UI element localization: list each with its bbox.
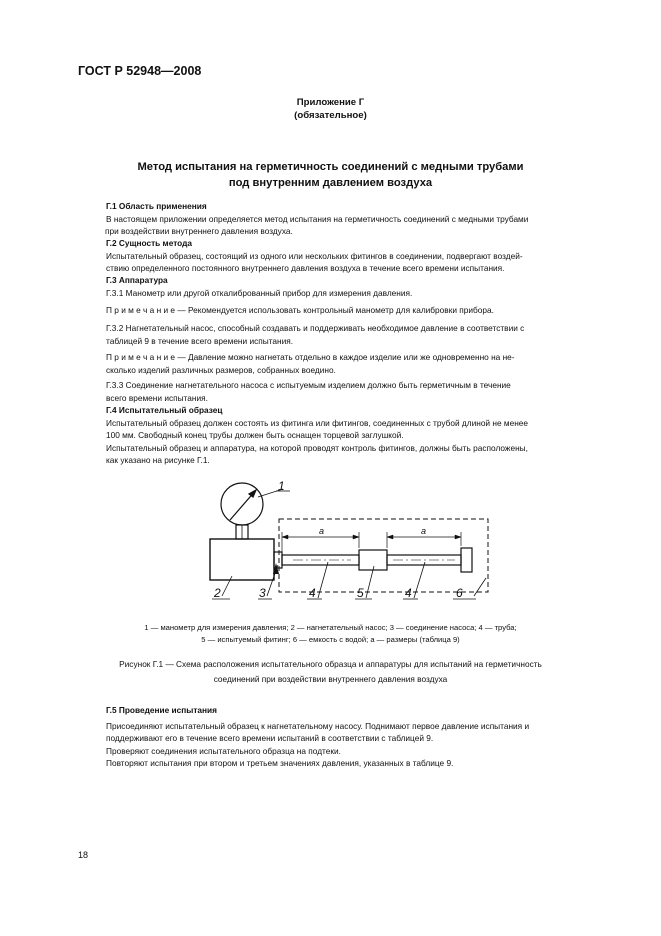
caption-line-1: Рисунок Г.1 — Схема расположения испытательного образца и аппаратуры для испытаний на герметичность bbox=[119, 659, 542, 669]
paragraph-line: всего времени испытания. bbox=[106, 392, 208, 403]
paragraph-line: Г.3.3 Соединение нагнетательного насоса с испытуемым изделием должно быть герметичным в течение bbox=[106, 380, 511, 390]
note-text: — Давление можно нагнетать отдельно в каждое изделие или же одновременно на не- bbox=[175, 352, 515, 362]
label-5: 5 bbox=[357, 586, 364, 600]
paragraph-line: таблицей 9 в течение всего времени испытания. bbox=[106, 335, 294, 346]
label-4-left: 4 bbox=[309, 586, 316, 600]
end-cap bbox=[461, 548, 472, 572]
label-2: 2 bbox=[214, 586, 221, 600]
paragraph-line: Г.3.1 Манометр или другой откалиброванный прибор для измерения давления. bbox=[106, 287, 413, 298]
appendix-status: (обязательное) bbox=[294, 110, 367, 121]
section-heading: Г.3 Аппаратура bbox=[106, 275, 168, 285]
label-3: 3 bbox=[259, 586, 266, 600]
label-6: 6 bbox=[456, 586, 463, 600]
paragraph-line: Испытательный образец и аппаратура, на которой проводят контроль фитингов, должны быть расположены, bbox=[106, 442, 528, 453]
paragraph-line: 100 мм. Свободный конец трубы должен быть оснащен торцевой заглушкой. bbox=[106, 430, 404, 441]
title-line-2: под внутренним давлением воздуха bbox=[228, 177, 433, 189]
paragraph-line: Повторяют испытания при втором и третьем значениях давления, указанных в таблице 9. bbox=[106, 758, 454, 769]
paragraph-line: Испытательный образец должен состоять из фитинга или фитингов, соединенных с трубой длиной не менее bbox=[106, 417, 528, 428]
standard-header: ГОСТ Р 52948—2008 bbox=[78, 64, 202, 78]
caption-line-2: соединений при воздействии внутреннего давления воздуха bbox=[213, 674, 448, 684]
paragraph-line: Проверяют соединения испытательного образца на подтеки. bbox=[106, 745, 341, 756]
figure-caption bbox=[0, 657, 661, 687]
paragraph-line: Присоединяют испытательный образец к нагнетательному насосу. Поднимают первое давление испытания и bbox=[106, 720, 530, 731]
title-line-1: Метод испытания на герметичность соединений с медными трубами bbox=[137, 161, 524, 173]
paragraph-line: поддерживают его в течение всего времени испытаний в соответствии с таблицей 9. bbox=[106, 733, 434, 744]
note-text: — Рекомендуется использовать контрольный манометр для калибровки прибора. bbox=[175, 305, 494, 315]
paragraph-line: как указано на рисунке Г.1. bbox=[106, 455, 210, 466]
label-a-right: a bbox=[421, 526, 427, 536]
legend-line-1: 1 — манометр для измерения давления; 2 — нагнетательный насос; 3 — соединение насоса; 4 — труба; bbox=[144, 623, 517, 632]
section-heading: Г.5 Проведение испытания bbox=[106, 705, 217, 715]
page-number: 18 bbox=[78, 850, 89, 860]
paragraph-line: ствию определенного постоянного внутреннего давления воздуха в течение всего времени испытания. bbox=[106, 263, 505, 274]
label-a-left: a bbox=[319, 526, 325, 536]
note-label: П р и м е ч а н и е bbox=[106, 305, 176, 315]
paragraph-line: Испытательный образец, состоящий из одного или нескольких фитингов в соединении, подвергают воздей- bbox=[106, 250, 523, 261]
note-text: сколько изделий различных размеров, собранных воедино. bbox=[106, 364, 336, 375]
section-heading: Г.2 Сущность метода bbox=[106, 238, 192, 248]
paragraph-line: при воздействии внутреннего давления воздуха. bbox=[105, 226, 293, 237]
pump-body bbox=[210, 539, 274, 580]
paragraph-line: Г.3.2 Нагнетательный насос, способный создавать и поддерживать необходимое давление в соответствии с bbox=[106, 323, 525, 333]
note-label: П р и м е ч а н и е bbox=[106, 352, 176, 362]
section-g5 bbox=[106, 704, 614, 770]
appendix-label: Приложение Г bbox=[296, 97, 365, 108]
paragraph-line: В настоящем приложении определяется метод испытания на герметичность соединений с медными трубами bbox=[106, 213, 529, 224]
legend-line-2: 5 — испытуемый фитинг; 6 — емкость с водой; a — размеры (таблица 9) bbox=[201, 634, 460, 644]
section-heading: Г.4 Испытательный образец bbox=[106, 405, 223, 415]
label-4-right: 4 bbox=[405, 586, 412, 600]
section-heading: Г.1 Область применения bbox=[106, 201, 207, 211]
label-1: 1 bbox=[278, 479, 285, 493]
fitting bbox=[359, 550, 387, 570]
figure-legend bbox=[0, 622, 661, 645]
